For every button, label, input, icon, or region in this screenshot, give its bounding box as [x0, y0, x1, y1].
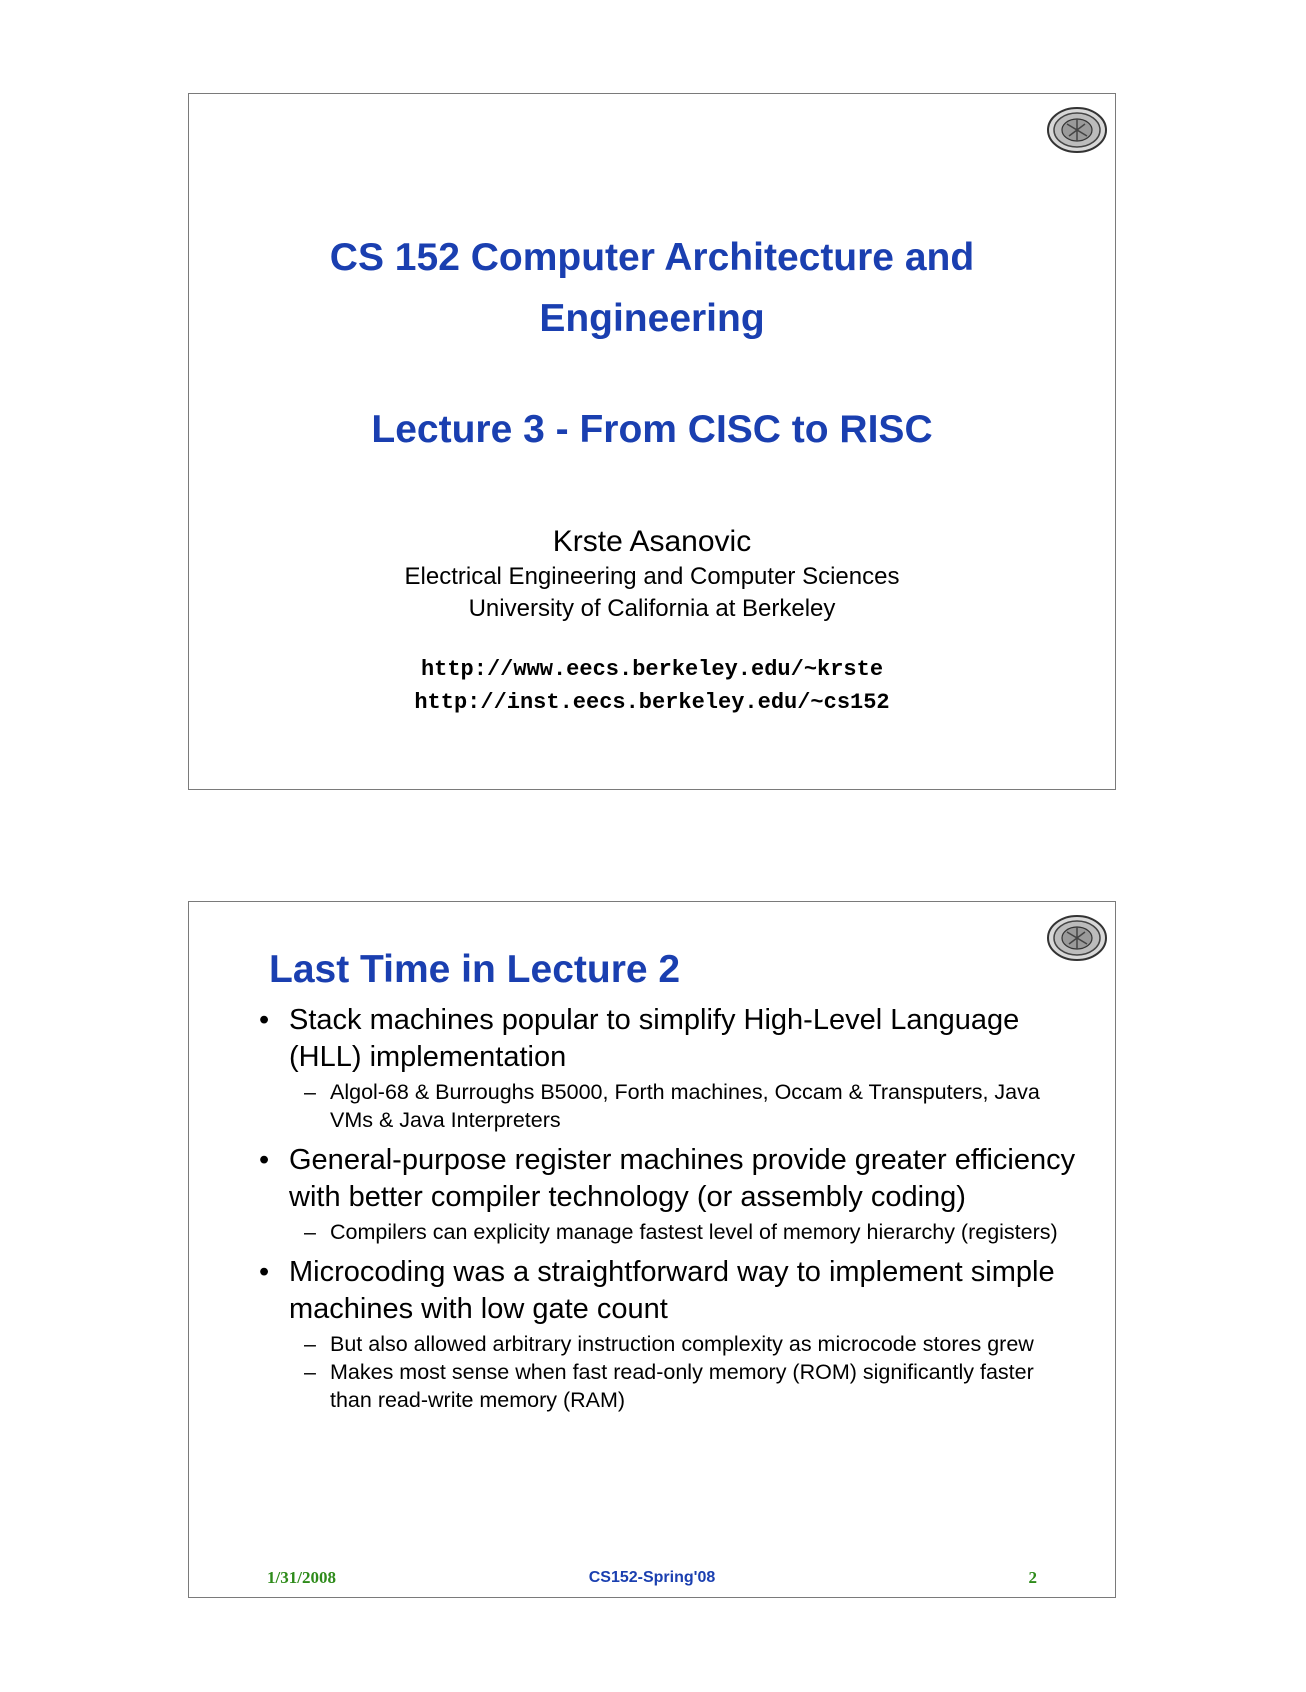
sub-bullet-text: But also allowed arbitrary instruction complexity as microcode stores grew: [330, 1332, 1034, 1356]
bullet-text: Stack machines popular to simplify High-Level Language (HLL) implementation: [289, 1004, 1020, 1073]
sub-bullet-list: [289, 1218, 1079, 1246]
bullet-icon: •: [259, 1144, 270, 1176]
slide-title-heading: [189, 227, 1115, 349]
university-seal-icon: [1045, 914, 1109, 962]
sub-bullet-item: [289, 1358, 1079, 1414]
bullet-item: [259, 1142, 1079, 1246]
course-url: http://inst.eecs.berkeley.edu/~cs152: [414, 690, 890, 715]
footer-course: CS152-Spring'08: [588, 1569, 716, 1586]
footer-page-number: 2: [1028, 1568, 1037, 1587]
bullet-item: [259, 1254, 1079, 1414]
bullet-text: General-purpose register machines provide greater efficiency with better compiler technology (or assembly coding): [289, 1144, 1076, 1213]
bullet-item: [259, 1002, 1079, 1134]
bullet-icon: •: [259, 1004, 270, 1036]
sub-bullet-text: Compilers can explicity manage fastest level of memory hierarchy (registers): [330, 1220, 1058, 1244]
dash-icon: –: [304, 1360, 316, 1384]
title-line-2: Engineering: [539, 297, 765, 340]
dash-icon: –: [304, 1220, 316, 1244]
affiliation-department: Electrical Engineering and Computer Sciences: [404, 563, 900, 590]
title-line-1: CS 152 Computer Architecture and: [329, 236, 975, 279]
affiliation-university: University of California at Berkeley: [468, 595, 836, 622]
dash-icon: –: [304, 1080, 316, 1104]
sub-bullet-item: [289, 1330, 1079, 1358]
university-seal-icon: [1045, 106, 1109, 154]
footer-date: 1/31/2008: [267, 1568, 336, 1587]
author-name: Krste Asanovic: [552, 525, 752, 558]
slide-title: [188, 93, 1116, 790]
sub-bullet-list: [289, 1078, 1079, 1134]
sub-bullet-text: Algol-68 & Burroughs B5000, Forth machines, Occam & Transputers, Java VMs & Java Interpreters: [330, 1080, 1040, 1132]
bullet-list: [259, 1002, 1079, 1422]
sub-bullet-text: Makes most sense when fast read-only memory (ROM) significantly faster than read-write memory (RAM): [330, 1360, 1034, 1412]
lecture-subtitle: Lecture 3 - From CISC to RISC: [371, 408, 933, 451]
sub-bullet-item: [289, 1078, 1079, 1134]
sub-bullet-item: [289, 1218, 1079, 1246]
sub-bullet-list: [289, 1330, 1079, 1414]
bullet-icon: •: [259, 1256, 270, 1288]
dash-icon: –: [304, 1332, 316, 1356]
slide-heading: Last Time in Lecture 2: [269, 948, 681, 991]
author-url: http://www.eecs.berkeley.edu/~krste: [420, 657, 884, 682]
slide-last-time: [188, 901, 1116, 1598]
bullet-text: Microcoding was a straightforward way to implement simple machines with low gate count: [289, 1256, 1055, 1325]
